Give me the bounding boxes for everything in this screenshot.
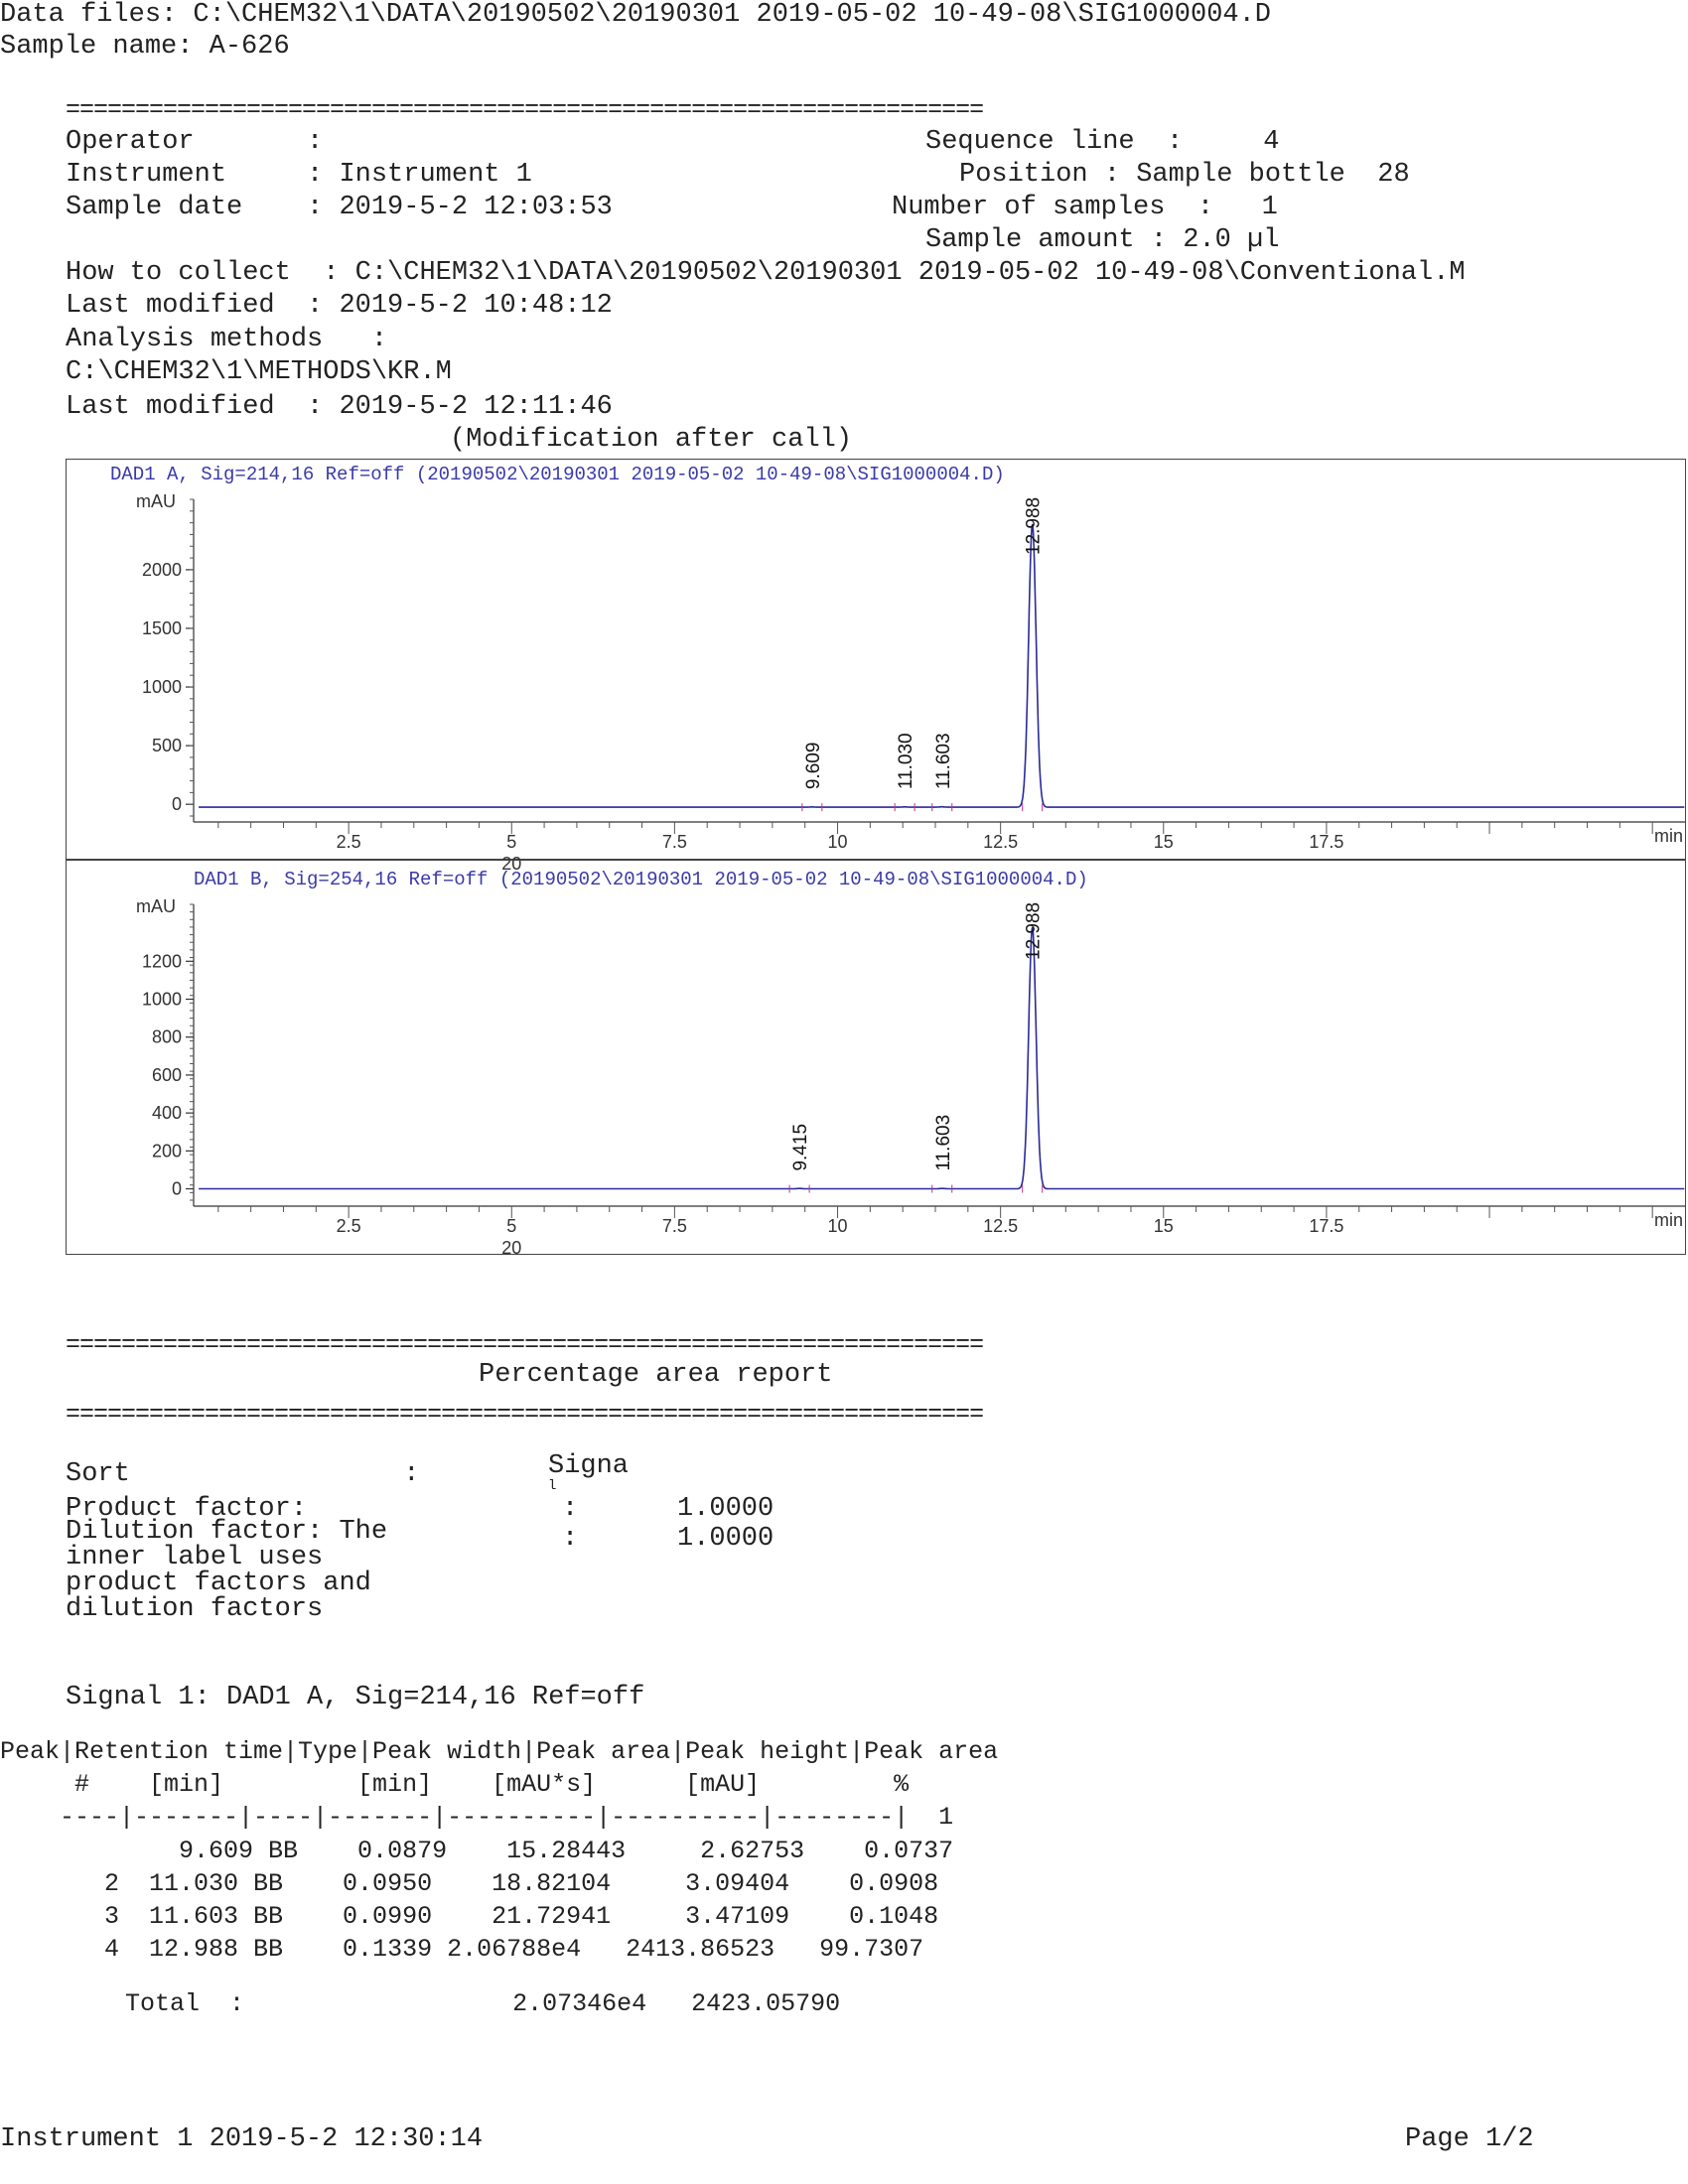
table-header-2: # [min] [min] [mAU*s] [mAU] % xyxy=(0,1770,910,1799)
chart-title: DAD1 B, Sig=254,16 Ref=off (20190502\20190301 2019-05-02 10-49-08\SIG1000004.D) xyxy=(194,869,1088,890)
chromatogram-signal-a xyxy=(66,459,1686,874)
sample-name-line: Sample name: A-626 xyxy=(0,32,290,62)
table-row: 9.609 BB 0.0879 15.28443 2.62753 0.0737 xyxy=(0,1837,954,1865)
y-tick-label: 200 xyxy=(151,1141,182,1161)
last-modified-2-line: Last modified : 2019-5-2 12:11:46 xyxy=(66,392,613,422)
peak-label: 12.988 xyxy=(1023,496,1045,555)
signal-line: Signal 1: DAD1 A, Sig=214,16 Ref=off xyxy=(66,1683,645,1712)
y-axis-label: mAU xyxy=(136,896,176,916)
product-factor-value: 1.0000 xyxy=(677,1494,774,1524)
x-tick-label: 17.5 xyxy=(1309,832,1344,852)
peak-label: 9.609 xyxy=(802,742,824,790)
data-files-line: Data files: C:\CHEM32\1\DATA\20190502\20190301 2019-05-02 10-49-08\SIG1000004.D xyxy=(0,0,1272,30)
table-row: 3 11.603 BB 0.0990 21.72941 3.47109 0.1048 xyxy=(0,1902,939,1931)
sequence-line: Sequence line : 4 xyxy=(925,127,1280,157)
x-tick-label: 2.5 xyxy=(336,1216,361,1236)
peak-label: 12.988 xyxy=(1023,901,1045,960)
product-factor-colon: : xyxy=(562,1494,579,1524)
dilution-value: 1.0000 xyxy=(677,1524,774,1554)
dilution-label-2: inner label uses xyxy=(66,1543,324,1572)
separator-report-bottom: ================================================================== xyxy=(66,1400,984,1429)
footer-page: Page 1/2 xyxy=(1405,2124,1534,2154)
how-to-collect-line: How to collect : C:\CHEM32\1\DATA\20190502\20190301 2019-05-02 10-49-08\Conventional.M xyxy=(66,258,1466,288)
footer-left: Instrument 1 2019-5-2 12:30:14 xyxy=(0,2124,484,2154)
method-path-line: C:\CHEM32\1\METHODS\KR.M xyxy=(66,357,452,387)
peak-label: 9.415 xyxy=(790,1123,812,1171)
peak-label: 11.030 xyxy=(896,733,917,790)
last-modified-1-line: Last modified : 2019-5-2 10:48:12 xyxy=(66,291,613,321)
dilution-label-3: product factors and xyxy=(66,1569,371,1598)
y-tick-label: 1000 xyxy=(141,677,182,698)
dilution-label-1: Dilution factor: The xyxy=(66,1517,388,1547)
y-tick-label: 1500 xyxy=(141,617,182,638)
report-title: Percentage area report xyxy=(479,1360,833,1390)
separator-top: ================================================================== xyxy=(66,95,984,124)
chromatogram-signal-b xyxy=(66,860,1686,1258)
peak-label: 11.603 xyxy=(932,1114,954,1171)
position-line: Position : Sample bottle 28 xyxy=(959,160,1410,190)
table-row: 2 11.030 BB 0.0950 18.82104 3.09404 0.0908 xyxy=(0,1869,939,1898)
chromatogram-b-svg xyxy=(67,861,1687,1256)
y-tick-label: 0 xyxy=(171,794,182,815)
y-tick-label: 400 xyxy=(151,1103,182,1124)
x-tick-label: 12.5 xyxy=(983,1216,1019,1236)
peak-label: 11.603 xyxy=(932,733,954,790)
sample-amount-line: Sample amount : 2.0 µl xyxy=(925,225,1280,255)
x-tick-label: 10 xyxy=(827,832,848,852)
analysis-methods-line: Analysis methods : xyxy=(66,325,388,354)
x-tick-label: 10 xyxy=(827,1216,848,1236)
x-tick-label: 15 xyxy=(1153,1216,1174,1236)
y-tick-label: 1200 xyxy=(141,951,182,972)
x-tick-label: 12.5 xyxy=(983,832,1019,852)
instrument-line: Instrument : Instrument 1 xyxy=(66,160,532,190)
x-tick-label: 5 xyxy=(506,1216,517,1236)
x-extra-label: 20 xyxy=(501,1238,522,1258)
sort-value-cont: l xyxy=(548,1478,557,1494)
y-tick-label: 600 xyxy=(151,1064,182,1085)
y-tick-label: 500 xyxy=(151,736,182,756)
y-tick-label: 0 xyxy=(171,1178,182,1199)
x-tick-label: 7.5 xyxy=(661,832,687,852)
y-tick-label: 2000 xyxy=(141,559,182,580)
operator-line: Operator : xyxy=(66,127,324,157)
x-axis-label: min xyxy=(1653,826,1683,846)
table-header-3: ----|-------|----|-------|----------|----------|--------| 1 xyxy=(0,1803,954,1832)
y-tick-label: 1000 xyxy=(141,989,182,1010)
x-extra-label: 20 xyxy=(501,854,522,874)
product-factor-label: Product factor: xyxy=(66,1494,308,1524)
x-axis-label: min xyxy=(1653,1210,1683,1230)
dilution-label-4: dilution factors xyxy=(66,1594,324,1624)
separator-report-top: ================================================================== xyxy=(66,1330,984,1359)
modification-line: (Modification after call) xyxy=(450,425,853,455)
sample-date-line: Sample date : 2019-5-2 12:03:53 xyxy=(66,193,613,222)
total-line: Total : 2.07346e4 2423.05790 xyxy=(66,1989,841,2018)
y-axis-label: mAU xyxy=(136,491,176,511)
x-tick-label: 15 xyxy=(1153,832,1174,852)
x-tick-label: 2.5 xyxy=(336,832,361,852)
x-tick-label: 7.5 xyxy=(661,1216,687,1236)
table-row: 4 12.988 BB 0.1339 2.06788e4 2413.86523 99.7307 xyxy=(0,1935,924,1964)
y-tick-label: 800 xyxy=(151,1026,182,1047)
sort-label: Sort : xyxy=(66,1459,420,1489)
table-header-1: Peak|Retention time|Type|Peak width|Peak area|Peak height|Peak area xyxy=(0,1737,999,1766)
x-tick-label: 5 xyxy=(506,832,517,852)
x-tick-label: 17.5 xyxy=(1309,1216,1344,1236)
chart-title: DAD1 A, Sig=214,16 Ref=off (20190502\20190301 2019-05-02 10-49-08\SIG1000004.D) xyxy=(110,464,1005,485)
number-of-samples-line: Number of samples : 1 xyxy=(892,193,1278,222)
sort-value: Signa xyxy=(548,1451,630,1481)
chromatogram-a-svg xyxy=(67,460,1687,874)
dilution-colon: : xyxy=(562,1524,579,1554)
